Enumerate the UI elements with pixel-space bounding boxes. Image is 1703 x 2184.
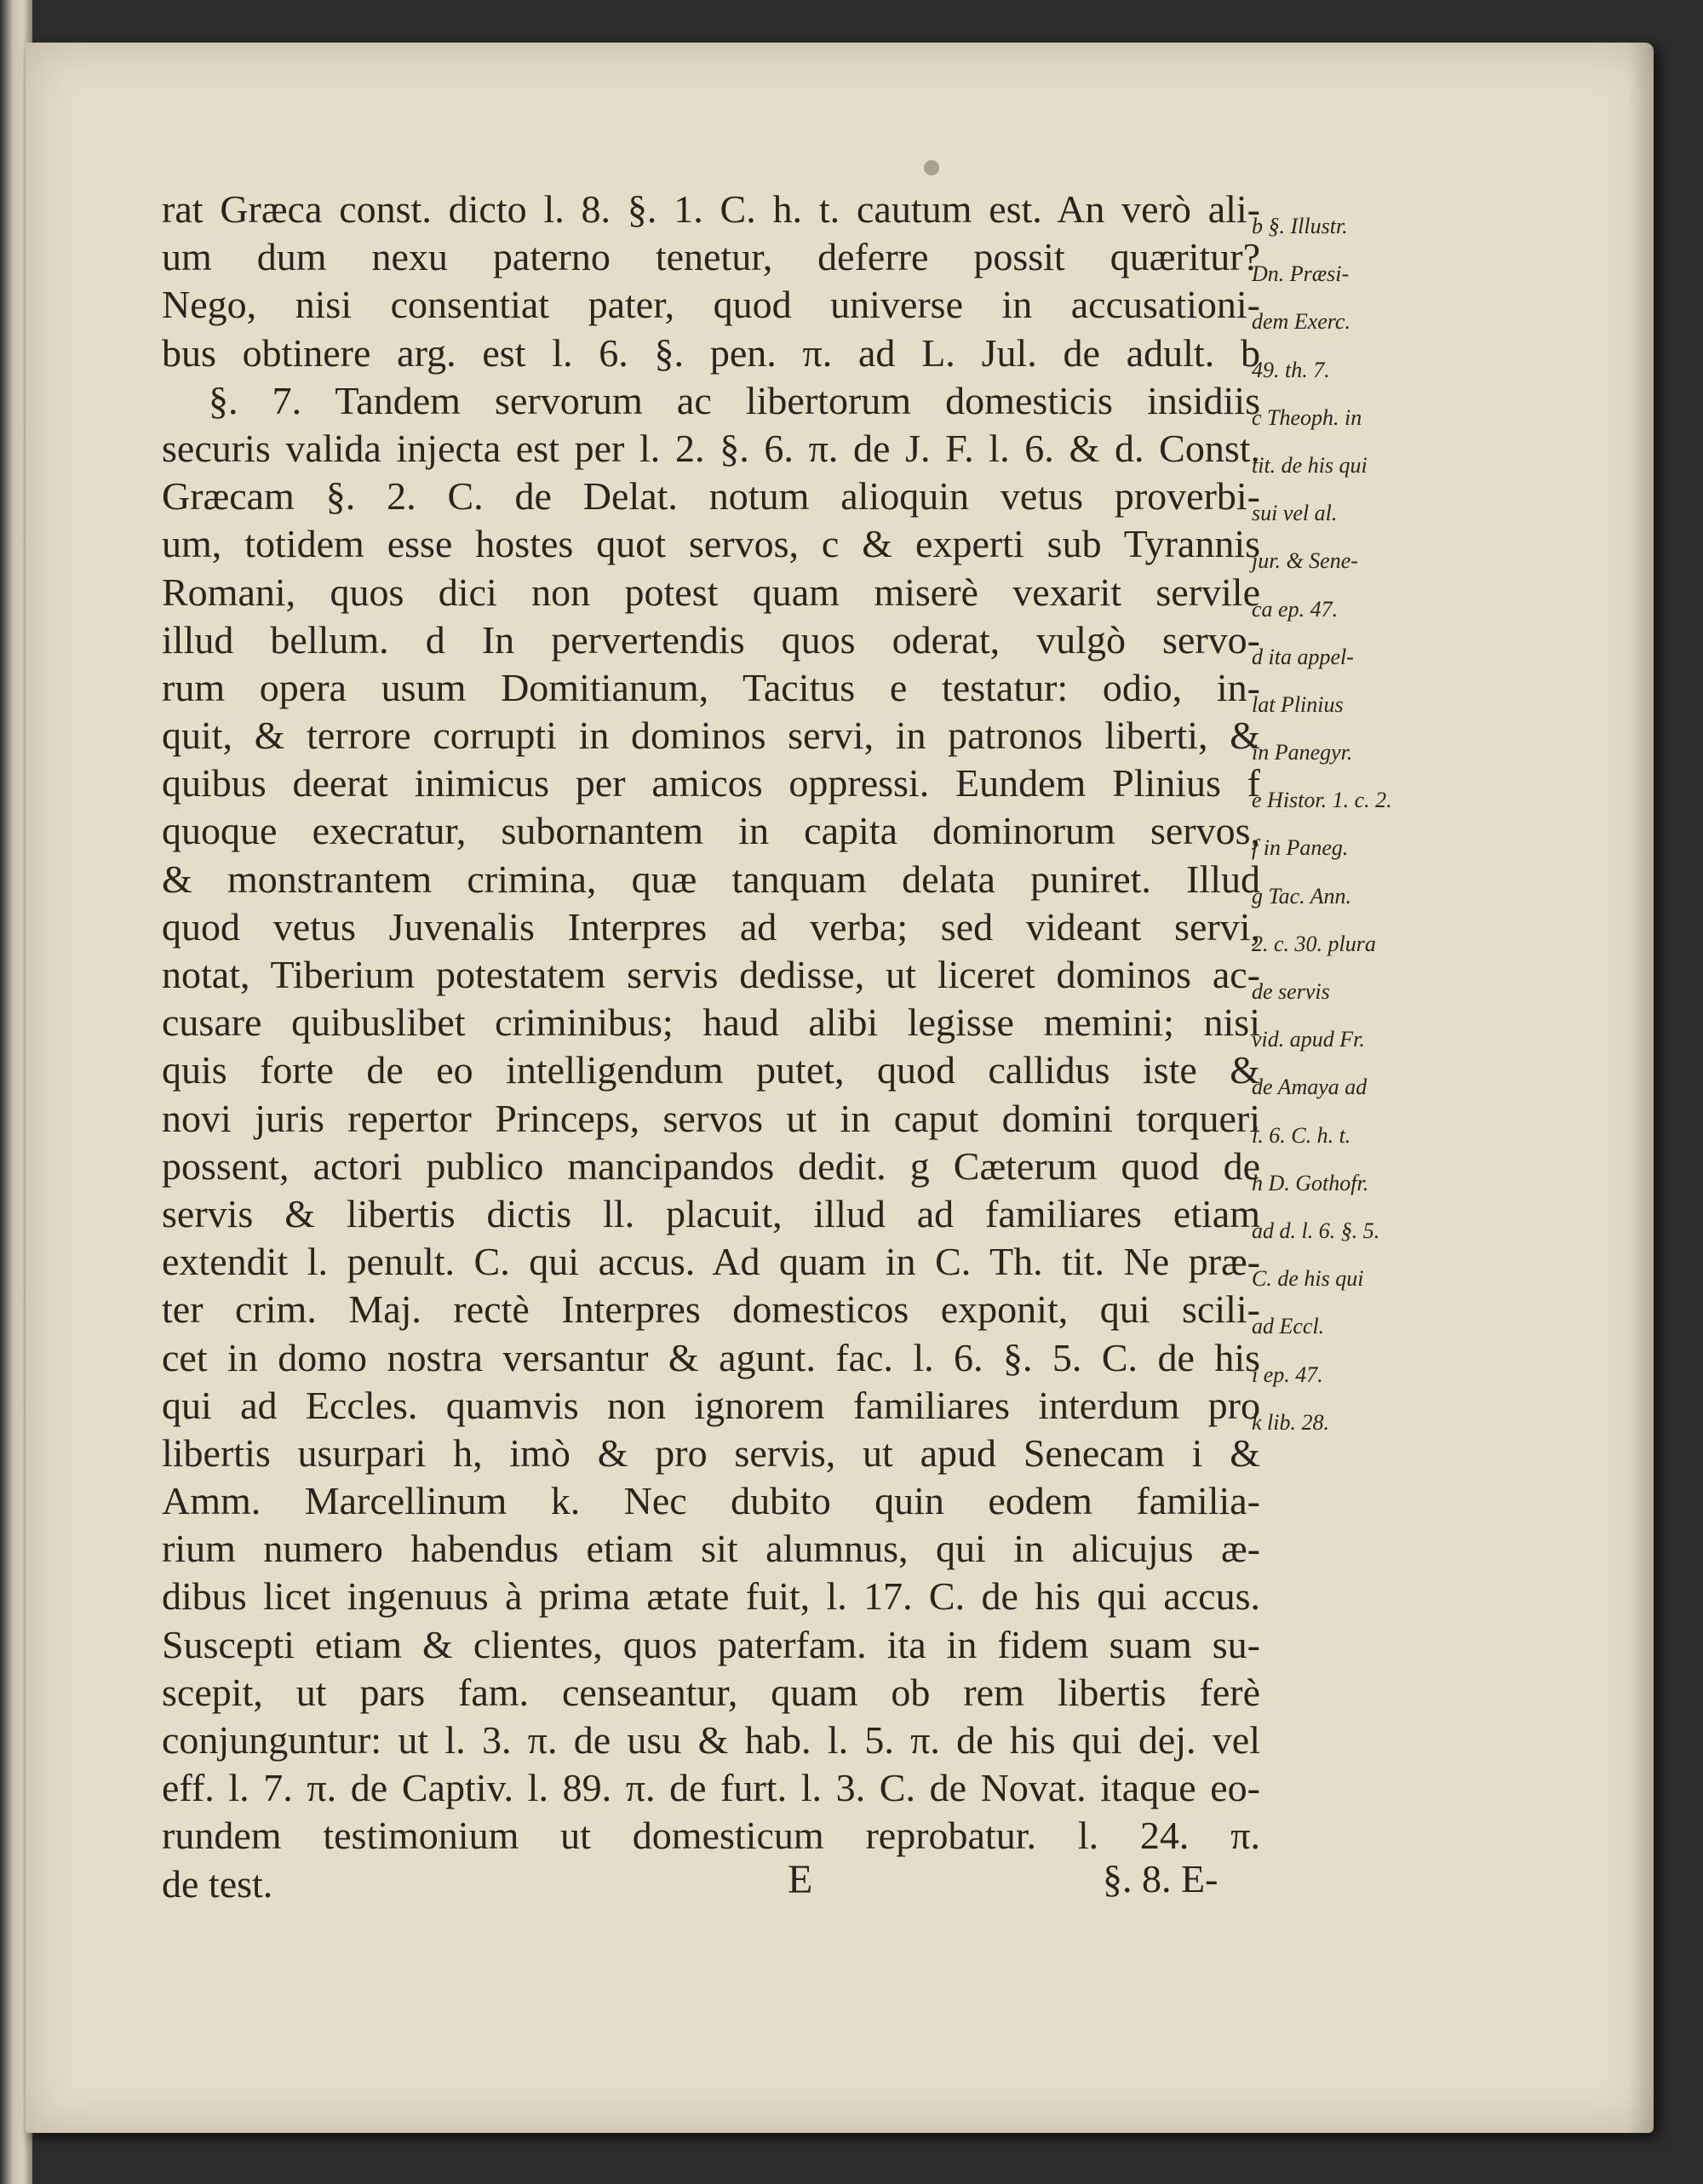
- text-line: bus obtinere arg. est l. 6. §. pen. π. ad L. Jul. de adult. b: [162, 330, 1260, 375]
- text-line: rum opera usum Domitianum, Tacitus e testatur: odio, in-: [162, 665, 1260, 709]
- text-line: possent, actori publico mancipandos dedit. g Cæterum quod de: [162, 1144, 1260, 1188]
- text-line: securis valida injecta est per l. 2. §. 6. π. de J. F. l. 6. & d. Const.: [162, 426, 1260, 470]
- catchword: §. 8. E-: [1103, 1857, 1218, 1900]
- margin-note: Dn. Præsi-: [1252, 261, 1350, 287]
- margin-note: vid. apud Fr.: [1252, 1027, 1365, 1052]
- margin-note: lat Plinius: [1252, 691, 1344, 717]
- text-line: qui ad Eccles. quamvis non ignorem familiares interdum pro: [162, 1383, 1260, 1427]
- margin-note: tit. de his qui: [1252, 452, 1368, 478]
- text-line: um dum nexu paterno tenetur, deferre possit quæritur?: [162, 235, 1260, 279]
- margin-notes: [1252, 203, 1456, 1447]
- margin-note: h D. Gothofr.: [1252, 1170, 1369, 1195]
- text-line: novi juris repertor Princeps, servos ut in caput domini torqueri: [162, 1096, 1260, 1140]
- margin-note: c Theoph. in: [1252, 404, 1362, 430]
- text-line: §. 7. Tandem servorum ac libertorum domesticis insidiis: [209, 378, 1260, 422]
- text-line: Suscepti etiam & clientes, quos paterfam. ita in fidem suam su-: [162, 1622, 1260, 1666]
- text-line: & monstrantem crimina, quæ tanquam delata puniret. Illud: [162, 857, 1260, 901]
- text-line: quibus deerat inimicus per amicos oppressi. Eundem Plinius f: [162, 761, 1260, 805]
- text-line: servis & libertis dictis ll. placuit, illud ad familiares etiam: [162, 1191, 1260, 1235]
- text-line: libertis usurpari h, imò & pro servis, ut apud Senecam i &: [162, 1430, 1260, 1475]
- text-line: extendit l. penult. C. qui accus. Ad quam in C. Th. tit. Ne præ-: [162, 1240, 1260, 1284]
- margin-note: k lib. 28.: [1252, 1409, 1329, 1435]
- main-text-block: [162, 186, 1260, 1908]
- text-line: conjunguntur: ut l. 3. π. de usu & hab. l. 5. π. de his qui dej. vel: [162, 1718, 1260, 1762]
- text-line: scepit, ut pars fam. censeantur, quam ob rem libertis ferè: [162, 1670, 1260, 1714]
- text-line: quis forte de eo intelligendum putet, quod callidus iste &: [162, 1048, 1260, 1092]
- margin-note: dem Exerc.: [1252, 309, 1350, 335]
- margin-note: 2. c. 30. plura: [1252, 931, 1376, 956]
- margin-note: in Panegyr.: [1252, 740, 1353, 765]
- text-line: um, totidem esse hostes quot servos, c & experti sub Tyrannis: [162, 522, 1260, 566]
- margin-note: de servis: [1252, 979, 1330, 1004]
- text-line: eff. l. 7. π. de Captiv. l. 89. π. de furt. l. 3. C. de Novat. itaque eo-: [162, 1766, 1260, 1810]
- margin-note: e Histor. 1. c. 2.: [1252, 788, 1392, 813]
- margin-note: d ita appel-: [1252, 644, 1354, 669]
- margin-note: 49. th. 7.: [1252, 357, 1330, 382]
- text-line: cet in domo nostra versantur & agunt. fac. l. 6. §. 5. C. de his: [162, 1335, 1260, 1379]
- margin-note: g Tac. Ann.: [1252, 883, 1352, 909]
- margin-note: sui vel al.: [1252, 501, 1338, 526]
- text-line: Nego, nisi consentiat pater, quod universe in accusationi-: [162, 283, 1260, 327]
- text-line: quod vetus Juvenalis Interpres ad verba; sed videant servi,: [162, 904, 1260, 949]
- text-line: rundem testimonium ut domesticum reprobatur. l. 24. π.: [162, 1814, 1260, 1858]
- margin-note: f in Paneg.: [1252, 835, 1349, 861]
- margin-note: C. de his qui: [1252, 1266, 1364, 1292]
- ink-spot: [924, 160, 939, 175]
- text-line: rium numero habendus etiam sit alumnus, qui in alicujus æ-: [162, 1527, 1260, 1571]
- margin-note: jur. & Sene-: [1252, 548, 1358, 574]
- text-line: quoque execratur, subornantem in capita dominorum servos,: [162, 809, 1260, 853]
- margin-note: i ep. 47.: [1252, 1361, 1323, 1387]
- text-line: de test.: [162, 1861, 273, 1906]
- text-line: rat Græca const. dicto l. 8. §. 1. C. h. t. cautum est. An verò ali-: [162, 187, 1260, 231]
- margin-note: l. 6. C. h. t.: [1252, 1122, 1351, 1148]
- text-line: Græcam §. 2. C. de Delat. notum alioquin vetus proverbi-: [162, 474, 1260, 519]
- margin-note: ca ep. 47.: [1252, 596, 1339, 622]
- text-line: Romani, quos dici non potest quam miserè vexarit servile: [162, 570, 1260, 614]
- text-line: cusare quibuslibet criminibus; haud alibi legisse memini; nisi: [162, 1000, 1260, 1045]
- text-line: Amm. Marcellinum k. Nec dubito quin eodem familia-: [162, 1479, 1260, 1523]
- text-line: notat, Tiberium potestatem servis dedisse, ut liceret dominos ac-: [162, 953, 1260, 996]
- margin-note: b §. Illustr.: [1252, 214, 1348, 238]
- margin-note: ad d. l. 6. §. 5.: [1252, 1218, 1380, 1243]
- text-line: dibus licet ingenuus à prima ætate fuit, l. 17. C. de his qui accus.: [162, 1574, 1260, 1619]
- text-line: ter crim. Maj. rectè Interpres domesticos exponit, qui scili-: [162, 1287, 1260, 1332]
- margin-note: de Amaya ad: [1252, 1075, 1368, 1100]
- margin-note: ad Eccl.: [1252, 1314, 1325, 1339]
- text-line: quit, & terrore corrupti in dominos servi, in patronos liberti, &: [162, 714, 1260, 758]
- signature-mark: E: [788, 1857, 813, 1902]
- text-line: illud bellum. d In pervertendis quos oderat, vulgò servo-: [162, 617, 1260, 662]
